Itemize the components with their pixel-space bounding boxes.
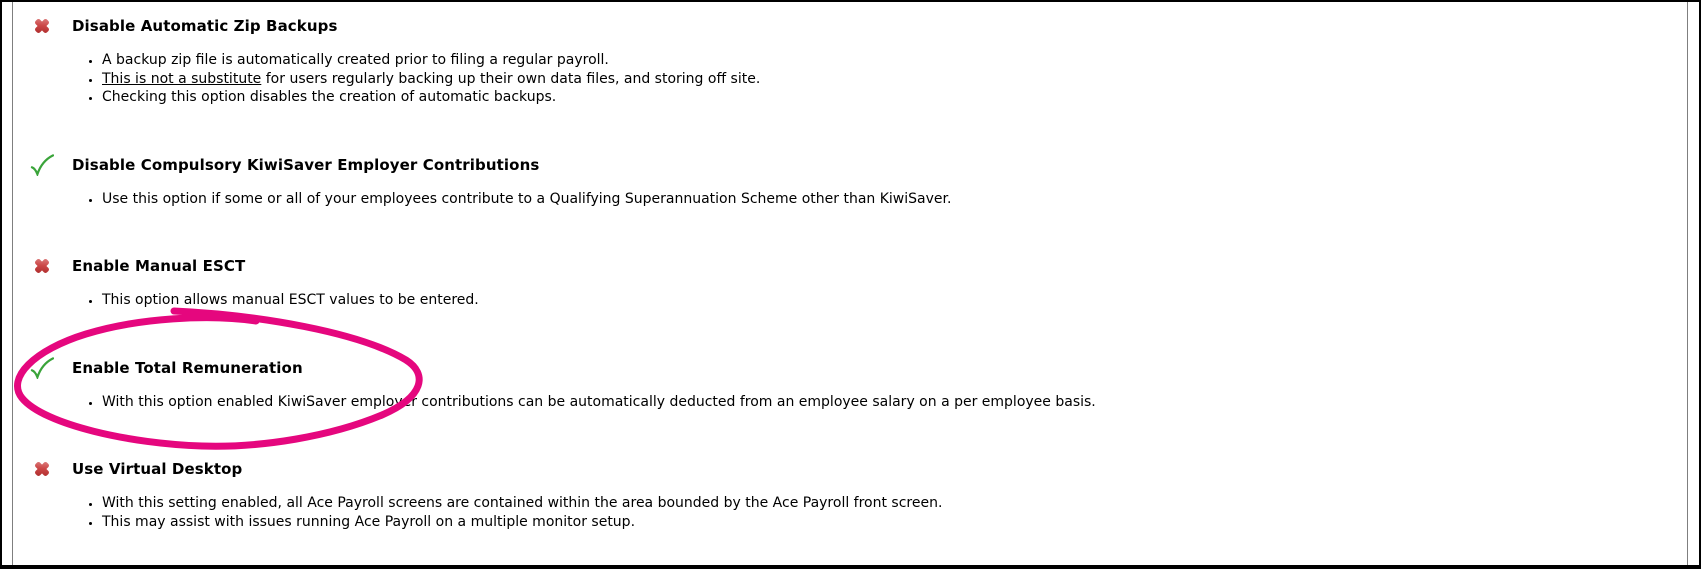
options-list	[2, 2, 1699, 531]
option-details	[30, 494, 1659, 531]
option-title: Disable Compulsory KiwiSaver Employer Contributions	[72, 155, 540, 174]
detail-item: • With this setting enabled, all Ace Payroll screens are contained within the area bounded by the Ace Payroll front screen.	[102, 494, 1659, 513]
underlined-phrase: This is not a substitute	[102, 70, 262, 87]
option-section-disable-zip-backups	[30, 14, 1659, 107]
detail-item: • Use this option if some or all of your employees contribute to a Qualifying Superannuation Scheme other than KiwiSaver.	[102, 190, 1659, 209]
detail-item: • This option allows manual ESCT values to be entered.	[102, 291, 1659, 310]
detail-item: • This is not a substitute for users regularly backing up their own data files, and storing off site.	[102, 70, 1659, 89]
option-title: Use Virtual Desktop	[72, 460, 243, 478]
option-heading-row	[30, 153, 1659, 177]
option-section-disable-kiwisaver-contributions	[30, 153, 1659, 209]
red-cross-icon[interactable]	[30, 254, 54, 278]
option-section-enable-total-remuneration	[30, 356, 1659, 412]
option-details	[30, 190, 1659, 209]
option-details	[30, 291, 1659, 310]
detail-item: • Checking this option disables the creation of automatic backups.	[102, 88, 1659, 107]
option-details	[30, 393, 1659, 412]
detail-item: • With this option enabled KiwiSaver employer contributions can be automatically deducted from an employee salary on a per employee basis.	[102, 393, 1659, 412]
option-heading-row	[30, 356, 1659, 380]
option-title: Enable Total Remuneration	[72, 358, 303, 377]
detail-item: • This may assist with issues running Ace Payroll on a multiple monitor setup.	[102, 513, 1659, 532]
option-heading-row	[30, 254, 1659, 278]
green-check-icon[interactable]	[30, 153, 54, 177]
red-cross-icon[interactable]	[30, 14, 54, 38]
red-cross-icon[interactable]	[30, 457, 54, 481]
option-section-enable-manual-esct	[30, 254, 1659, 310]
option-section-use-virtual-desktop	[30, 457, 1659, 531]
option-details	[30, 51, 1659, 107]
option-heading-row	[30, 14, 1659, 38]
option-heading-row	[30, 457, 1659, 481]
option-title: Enable Manual ESCT	[72, 257, 246, 275]
green-check-icon[interactable]	[30, 356, 54, 380]
detail-item: • A backup zip file is automatically created prior to filing a regular payroll.	[102, 51, 1659, 70]
option-title: Disable Automatic Zip Backups	[72, 17, 338, 35]
